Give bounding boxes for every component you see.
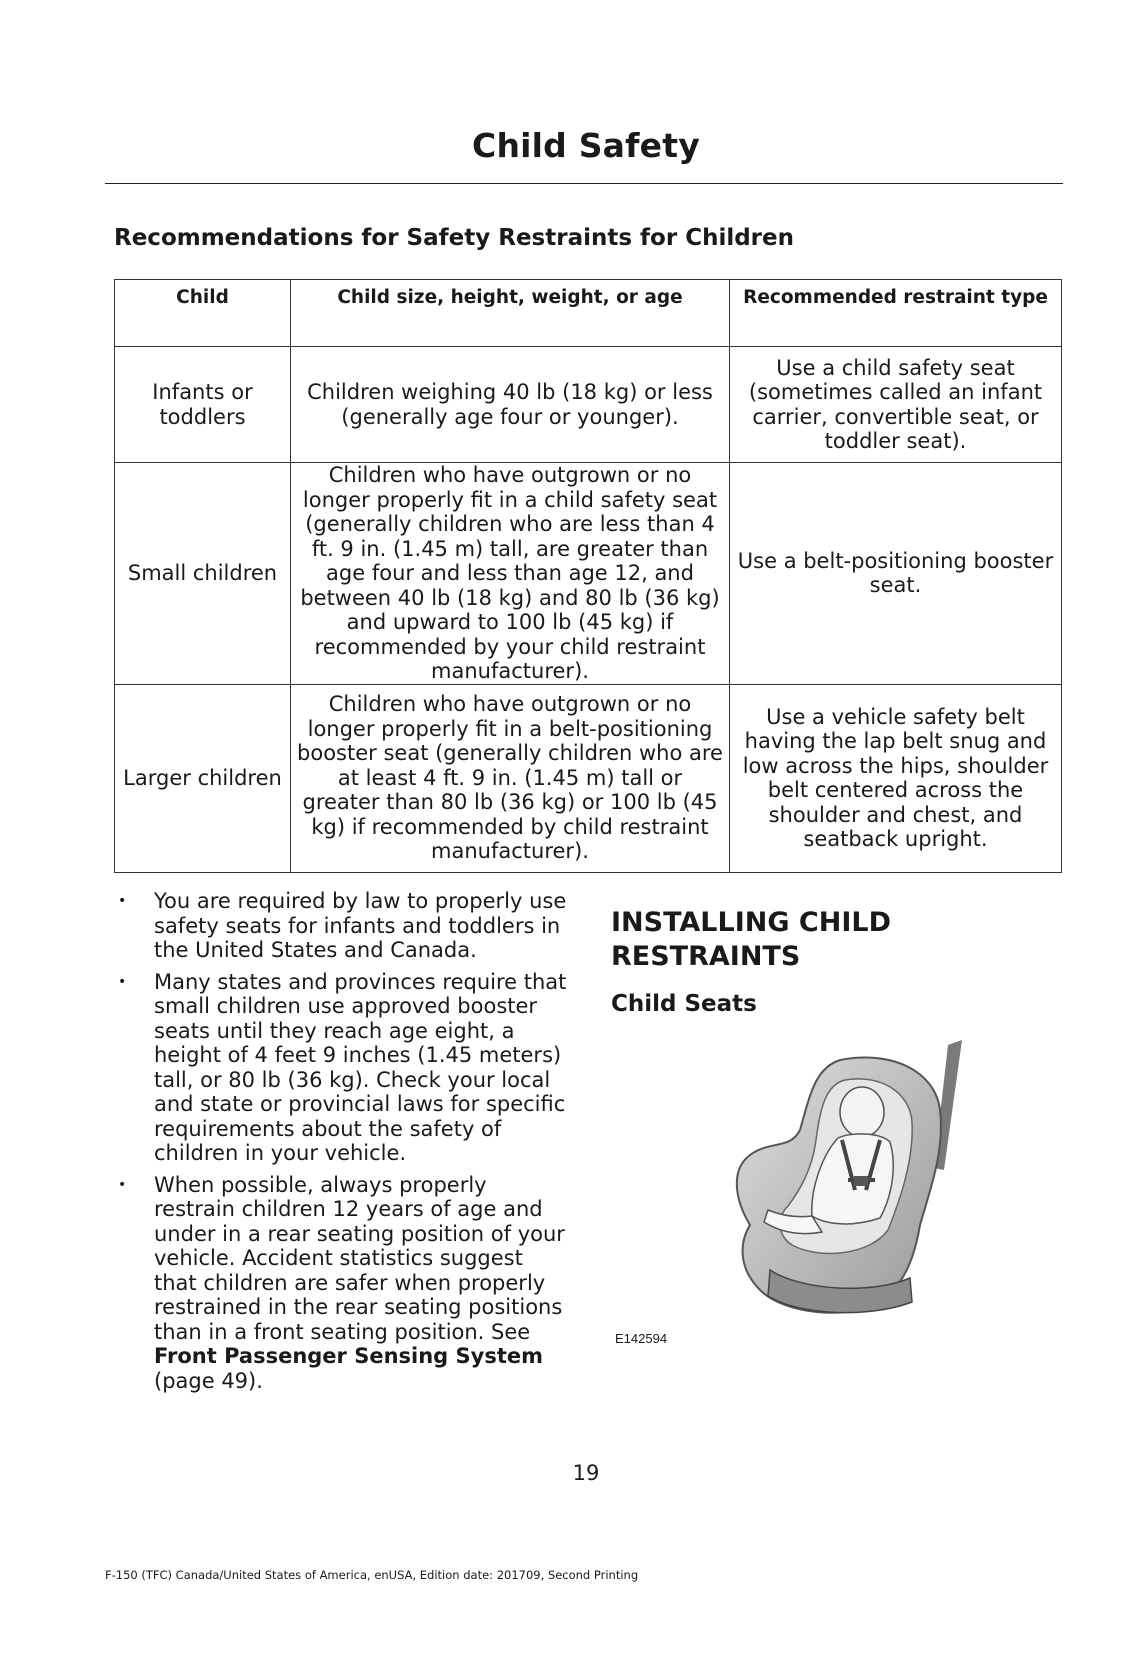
footer-text: F-150 (TFC) Canada/United States of America, enUSA, Edition date: 201709, Second Printing xyxy=(105,1568,639,1582)
table-row xyxy=(115,684,1062,872)
bullet-text: You are required by law to properly use safety seats for infants and toddlers in the United States and Canada. xyxy=(154,889,567,962)
child-seat-illustration xyxy=(730,1040,990,1320)
table-row xyxy=(115,347,1062,463)
bullet-text: Many states and provinces require that small children use approved booster seats until they reach age eight, a height of 4 feet 9 inches (1.45 meters) tall, or 80 lb (36 kg). Check your local and state or provincial laws for specific requirements about the safety of children in your vehicle. xyxy=(154,969,567,1165)
cell-size: Children who have outgrown or no longer properly fit in a belt-positioning booster seat (generally children who are at least 4 ft. 9 in. (1.45 m) tall or greater than 80 lb (36 kg) or 100 lb (45 kg) if recommended by child restraint manufacturer). xyxy=(291,684,730,872)
cell-restraint: Use a belt-positioning booster seat. xyxy=(730,463,1062,685)
page-reference: (page 49). xyxy=(154,1368,263,1393)
child-head xyxy=(840,1087,884,1137)
cell-size: Children who have outgrown or no longer properly fit in a child safety seat (generally children who are less than 4 ft. 9 in. (1.45 m) tall, are greater than age four and less than age 12, and between 40 lb (18 kg) and 80 lb (36 kg) and upward to 100 lb (45 kg) if recommended by your child restraint manufacturer). xyxy=(291,463,730,685)
table-heading: Recommendations for Safety Restraints for Children xyxy=(114,225,794,251)
cell-size: Children weighing 40 lb (18 kg) or less (generally age four or younger). xyxy=(291,347,730,463)
installing-child-restraints-heading xyxy=(611,906,891,974)
cell-restraint: Use a vehicle safety belt having the lap belt snug and low across the hips, shoulder belt centered across the shoulder and chest, and seatback upright. xyxy=(730,684,1062,872)
cell-child: Infants or toddlers xyxy=(115,347,291,463)
title-divider xyxy=(105,183,1063,184)
column-header-restraint: Recommended restraint type xyxy=(730,280,1062,347)
table-header-row xyxy=(115,280,1062,347)
list-item xyxy=(118,889,570,963)
bullet-text: When possible, always properly restrain children 12 years of age and under in a rear seating position of your vehicle. Accident statistics suggest that children are safer when properly restrained in the rear seating positions than in a front seating position. See xyxy=(154,1172,565,1344)
front-passenger-sensing-link[interactable]: Front Passenger Sensing System xyxy=(154,1344,544,1368)
column-header-child: Child xyxy=(115,280,291,347)
image-code: E142594 xyxy=(615,1331,668,1346)
heading-line-2: RESTRAINTS xyxy=(611,941,801,972)
harness-buckle xyxy=(854,1176,868,1186)
requirements-list xyxy=(118,889,570,1400)
page-title: Child Safety xyxy=(472,126,700,165)
restraint-recommendations-table xyxy=(114,279,1062,873)
table-row xyxy=(115,463,1062,685)
heading-line-1: INSTALLING CHILD xyxy=(611,907,891,938)
list-item xyxy=(118,1173,570,1394)
column-header-size: Child size, height, weight, or age xyxy=(291,280,730,347)
list-item xyxy=(118,970,570,1166)
cell-restraint: Use a child safety seat (sometimes called an infant carrier, convertible seat, or toddler seat). xyxy=(730,347,1062,463)
cell-child: Larger children xyxy=(115,684,291,872)
child-seats-heading: Child Seats xyxy=(611,991,757,1017)
page-number: 19 xyxy=(572,1461,600,1485)
cell-child: Small children xyxy=(115,463,291,685)
